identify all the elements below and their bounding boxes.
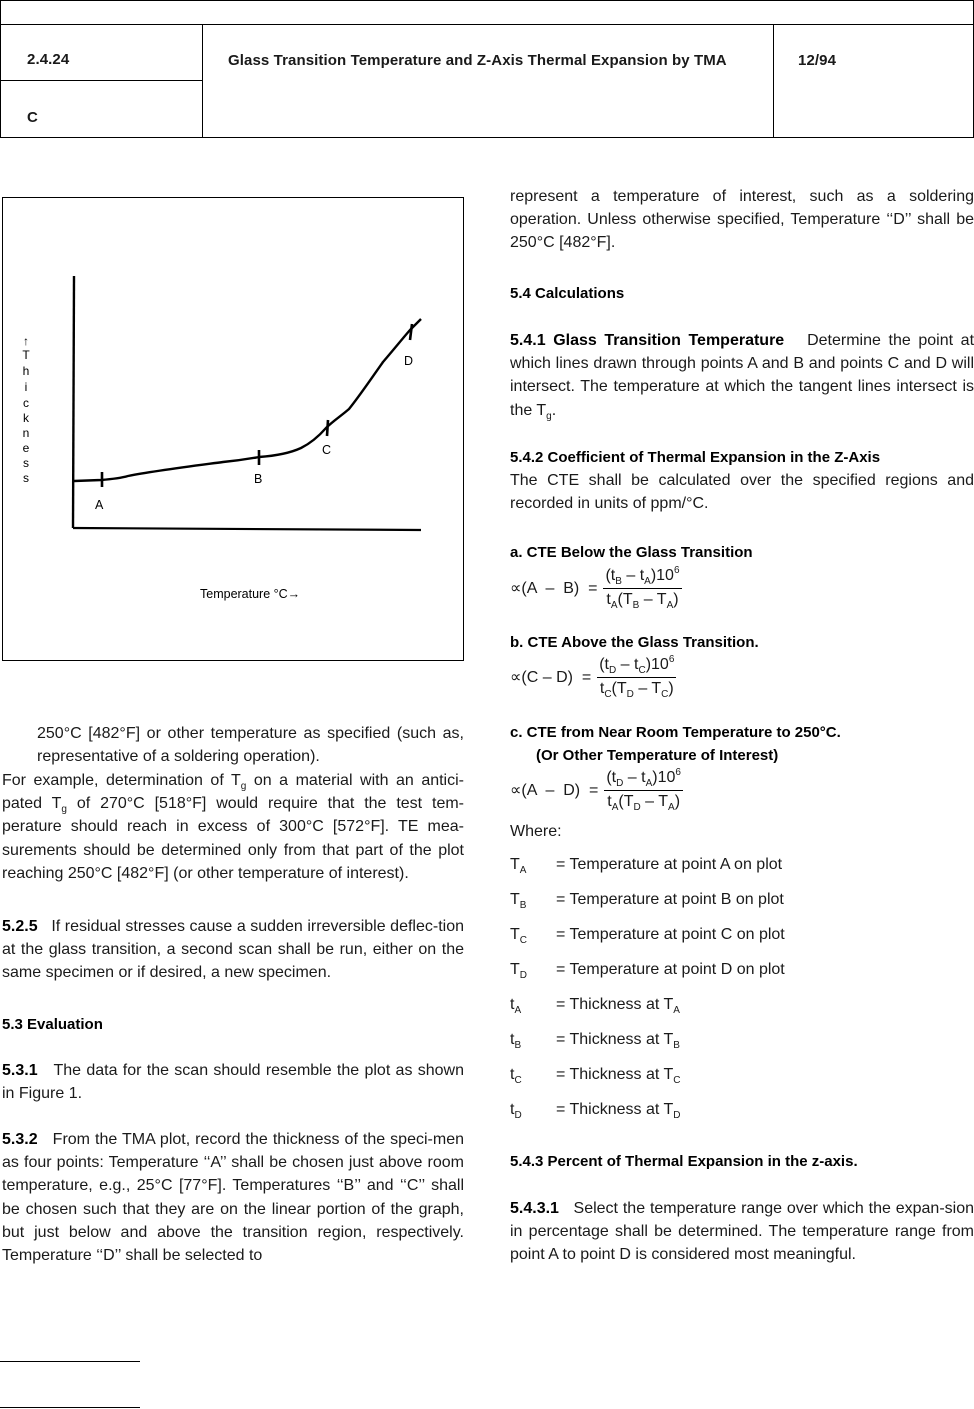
- formula-cte-above: ∝(C – D) = $\frac{(t_D - t_C)10^6}{t_C(T_D - T_C)}$: [510, 654, 675, 700]
- where-label: Where:: [510, 823, 562, 840]
- y-axis-label: [22, 334, 30, 485]
- section-5-4-3-heading: 5.4.3 Percent of Thermal Expansion in the z-axis.: [510, 1153, 858, 1170]
- cte-above-heading: b. CTE Above the Glass Transition.: [510, 634, 759, 651]
- formula-cte-room-to-250: ∝(A – D) = $\frac{(t_D - t_A)10^6}{t_A(T_D - T_A)}$: [510, 767, 681, 813]
- svg-text:c: c: [23, 396, 29, 410]
- section-5-4-2: 5.4.2 Coefficient of Thermal Expansion in the Z-Axis The CTE shall be calculated over the specified regions and recorded in units of ppm/°C.: [510, 449, 974, 513]
- footnote-rule-2: [0, 1407, 140, 1408]
- section-5-4-3-1: 5.4.3.1 Select the temperature range over which the expan-sion in percentage shall be determined. The temperature range from point A to point D is considered most meaningful.: [510, 1200, 974, 1264]
- section-5-3-2: 5.3.2 From the TMA plot, record the thickness of the speci-men as four points: Temperature ‘‘A’’ shall be chosen just above room temperature, e.g., 25°C [77°F]. Temperatures ‘‘B’’ and ‘‘C’’ shall be chosen such that they are on the linear portion of the graph, but just below and above the transition region, respectively. Temperature ‘‘D’’ shall be selected to: [2, 1131, 464, 1265]
- thickness-curve: [74, 319, 421, 481]
- doc-title: Glass Transition Temperature and Z-Axis Thermal Expansion by TMA: [228, 52, 727, 69]
- section-5-3-1: 5.3.1 The data for the scan should resemble the plot as shown in Figure 1.: [2, 1062, 464, 1103]
- marker-c: [327, 420, 328, 436]
- definition-row: $T_D$ = Temperature at point D on plot: [510, 961, 785, 981]
- header-top-band: [1, 1, 973, 25]
- definition-row: $T_C$ = Temperature at point C on plot: [510, 926, 785, 946]
- tma-figure: [2, 197, 464, 661]
- cte-room-to-250-heading: c. CTE from Near Room Temperature to 250°C. (Or Other Temperature of Interest): [510, 724, 841, 765]
- marker-d: [410, 324, 412, 340]
- footnote-rule-1: [0, 1361, 140, 1362]
- doc-date: 12/94: [798, 52, 837, 69]
- svg-text:e: e: [22, 441, 30, 455]
- header-number-cell: [1, 25, 202, 81]
- definition-row: $t_D$ = Thickness at $T_D$: [510, 1101, 681, 1121]
- svg-text:↑: ↑: [23, 334, 29, 348]
- right-col-continuation: represent a temperature of interest, such as a soldering operation. Unless otherwise specified, Temperature ‘‘D’’ shall be 250°C [482°F].: [510, 188, 974, 252]
- paragraph-continuation: 250°C [482°F] or other temperature as specified (such as, representative of a soldering operation).: [37, 725, 464, 766]
- svg-text:n: n: [22, 426, 30, 440]
- header-number-column: [1, 25, 203, 137]
- definition-row: $T_A$ = Temperature at point A on plot: [510, 856, 783, 876]
- document-header: [0, 0, 974, 138]
- svg-text:k: k: [23, 411, 29, 425]
- x-axis-label: Temperature °C→: [200, 587, 301, 601]
- label-d: D: [404, 354, 414, 368]
- label-b: B: [254, 472, 263, 486]
- doc-number: 2.4.24: [27, 51, 70, 68]
- svg-text:s: s: [23, 456, 29, 470]
- definition-row: $t_A$ = Thickness at $T_A$: [510, 996, 680, 1016]
- section-5-4-1: 5.4.1 Glass Transition Temperature Determine the point at which lines drawn through points A and B and points C and D will intersect. The temperature at which the tangent lines intersect is the $T_g$.: [510, 332, 974, 422]
- section-number: 5.4.3.1: [510, 1200, 559, 1217]
- revision-letter: C: [27, 109, 38, 126]
- tma-chart: [3, 198, 465, 662]
- definition-row: $t_C$ = Thickness at $T_C$: [510, 1066, 681, 1086]
- section-5-4-heading: 5.4 Calculations: [510, 285, 625, 302]
- label-a: A: [95, 498, 104, 512]
- label-c: C: [322, 443, 332, 457]
- definition-row: $t_B$ = Thickness at $T_B$: [510, 1031, 680, 1051]
- x-axis: [73, 528, 421, 530]
- header-title-column: [203, 25, 774, 137]
- cte-below-heading: a. CTE Below the Glass Transition: [510, 544, 753, 561]
- header-date-column: [774, 25, 973, 137]
- formula-cte-below: ∝(A – B) = $\frac{(t_B - t_A)10^6}{t_A(T_B - T_A)}$: [510, 565, 680, 611]
- section-5-2-5: 5.2.5 If residual stresses cause a sudden irreversible deflec-tion at the glass transition, a second scan shall be run, either on the same specimen or if desired, a new specimen.: [2, 918, 464, 982]
- svg-text:s: s: [23, 471, 29, 485]
- left-col-continuation: [2, 722, 464, 768]
- section-number: 5.3.2: [2, 1131, 38, 1148]
- paragraph-example: For example, determination of $T_g$ on a material with an antici-pated $T_g$ of 270°C [518°F] would require that the test tem-perature should reach in excess of 300°C [572°F]. TE mea-surements should be determined only from that part of the plot reaching 250°C [482°F] (or other temperature of interest).: [2, 772, 464, 882]
- svg-text:h: h: [22, 364, 30, 378]
- svg-text:i: i: [24, 380, 28, 394]
- y-axis: [73, 276, 74, 528]
- section-number: 5.3.1: [2, 1062, 38, 1079]
- svg-text:T: T: [22, 348, 30, 362]
- section-number: 5.2.5: [2, 918, 38, 935]
- section-5-3-heading: 5.3 Evaluation: [2, 1016, 103, 1033]
- definition-row: $T_B$ = Temperature at point B on plot: [510, 891, 784, 911]
